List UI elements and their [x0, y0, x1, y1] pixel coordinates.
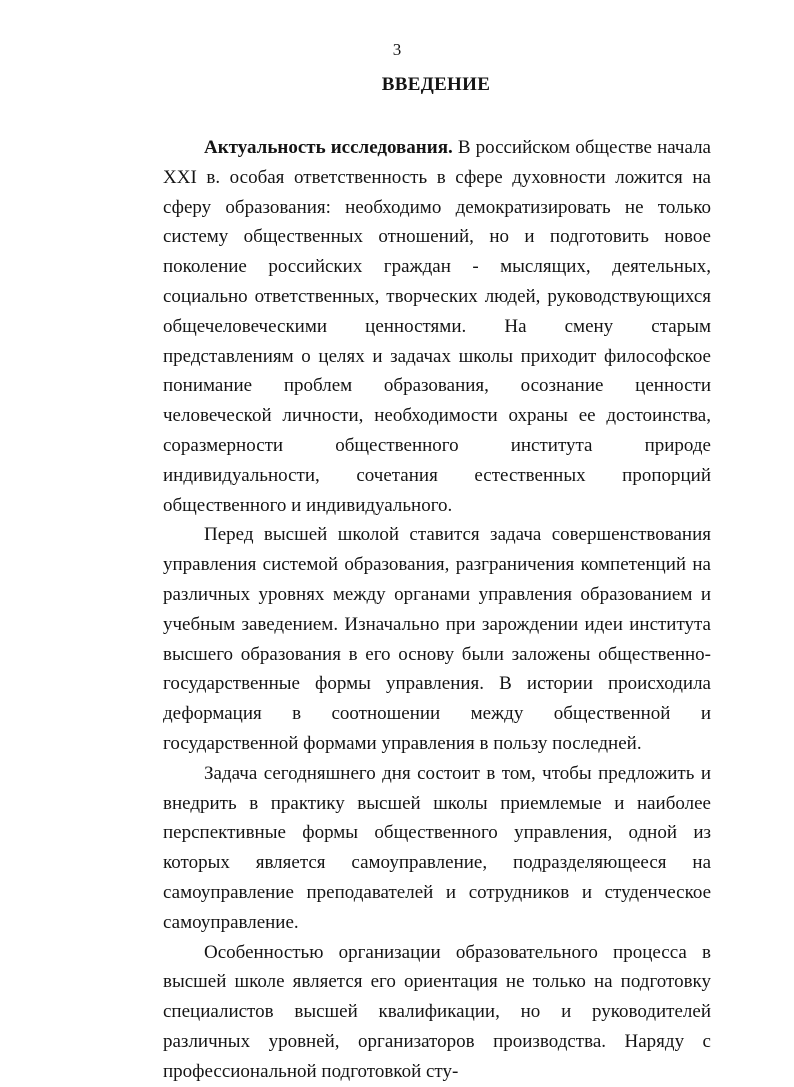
paragraph-higher-school: Перед высшей школой ставится задача совершенствования управления системой образования, разграничения компетенций на различных уровнях между органами управления образованием и учебным заведением. Изначально при зарождении идеи института высшего образования в его основу были заложены общественно-государственные формы управления. В истории происходила деформация в соотношении между общественной и государственной формами управления в пользу последней. [163, 524, 711, 754]
page-number: 3 [392, 40, 402, 59]
section-heading: ВВЕДЕНИЕ [381, 74, 491, 95]
paragraph-feature: Особенностью организации образовательного процесса в высшей школе является его ориентация не только на подготовку специалистов высшей квалификации, но и руководителей различных уровней, организаторов производства. Наряду с профессиональной подготовкой сту- [163, 941, 711, 1082]
paragraph-text: В российском обществе начала XXI в. особая ответственность в сфере духовности ложится на сферу образования: необходимо демократизировать не только систему общественных отношений, но и подготовить новое поколение российских граждан - мыслящих, деятельных, социально ответственных, творческих людей, руководствующихся общечеловеческими ценностями. На смену старым представлениям о целях и задачах школы приходит философское понимание проблем образования, осознание ценности человеческой личности, необходимости охраны ее достоинства, соразмерности общественного института природе индивидуальности, сочетания естественных пропорций общественного и индивидуального. [163, 137, 711, 516]
paragraph-relevance [163, 133, 711, 520]
paragraph-task: Задача сегодняшнего дня состоит в том, чтобы предложить и внедрить в практику высшей школы приемлемые и наиболее перспективные формы общественного управления, одной из которых является самоуправление, подразделяющееся на самоуправление преподавателей и сотрудников и студенческое самоуправление. [163, 762, 711, 933]
document-body [163, 133, 711, 1087]
paragraph-lead: Актуальность исследования. [204, 137, 453, 158]
